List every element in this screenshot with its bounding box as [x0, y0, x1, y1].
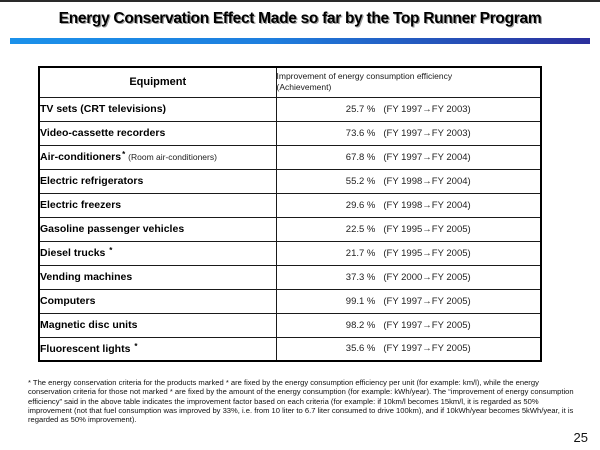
title-underline-bar — [10, 38, 590, 44]
footnote-asterisk — [132, 270, 133, 279]
equipment-label: Diesel trucks — [40, 247, 109, 259]
improvement-value: 35.6 % — [345, 343, 376, 355]
table-row — [39, 241, 541, 265]
equipment-label: Gasoline passenger vehicles — [40, 223, 185, 235]
table-row — [39, 145, 541, 169]
improvement-period: (FY 1995→FY 2005) — [383, 247, 471, 259]
improvement-period: (FY 1997→FY 2003) — [383, 103, 471, 115]
improvement-value: 99.1 % — [345, 295, 376, 307]
equipment-cell — [39, 241, 276, 265]
improvement-period: (FY 1997→FY 2005) — [383, 295, 471, 307]
improvement-cell — [276, 145, 541, 169]
footnote-asterisk: * — [134, 341, 138, 351]
improvement-cell — [276, 289, 541, 313]
improvement-value: 21.7 % — [345, 247, 376, 259]
equipment-cell — [39, 193, 276, 217]
improvement-cell — [276, 313, 541, 337]
equipment-note: (Room air-conditioners) — [128, 152, 217, 162]
improvement-cell — [276, 121, 541, 145]
equipment-label: Computers — [40, 295, 96, 307]
equipment-label: TV sets (CRT televisions) — [40, 103, 167, 115]
improvement-value: 73.6 % — [345, 127, 376, 139]
improvement-header-line1: Improvement of energy consumption efficiency — [276, 71, 453, 82]
table-row — [39, 265, 541, 289]
equipment-cell — [39, 121, 276, 145]
improvement-cell — [276, 97, 541, 121]
improvement-value: 67.8 % — [345, 151, 376, 163]
page-title: Energy Conservation Effect Made so far by the Top Runner Program — [58, 10, 542, 27]
improvement-period: (FY 1995→FY 2005) — [383, 223, 471, 235]
improvement-cell — [276, 241, 541, 265]
improvement-value: 98.2 % — [345, 319, 376, 331]
equipment-cell — [39, 313, 276, 337]
equipment-cell — [39, 289, 276, 313]
footnote-asterisk — [121, 198, 122, 207]
equipment-cell — [39, 337, 276, 361]
equipment-table — [38, 66, 542, 362]
improvement-cell — [276, 193, 541, 217]
equipment-label: Electric refrigerators — [40, 175, 144, 187]
footnote-asterisk — [95, 294, 96, 303]
improvement-cell — [276, 265, 541, 289]
improvement-column-header — [276, 67, 541, 97]
improvement-period: (FY 1998→FY 2004) — [383, 199, 471, 211]
equipment-cell — [39, 145, 276, 169]
improvement-value: 37.3 % — [345, 271, 376, 283]
footnote-asterisk: * — [122, 150, 126, 159]
equipment-label: Air-conditioners — [40, 151, 122, 163]
improvement-header-line2: (Achievement) — [276, 82, 332, 93]
equipment-cell — [39, 169, 276, 193]
table-header-row — [39, 67, 541, 97]
page-number: 25 — [573, 430, 588, 445]
improvement-value: 29.6 % — [345, 199, 376, 211]
improvement-value: 22.5 % — [345, 223, 376, 235]
equipment-cell — [39, 265, 276, 289]
table-row — [39, 193, 541, 217]
improvement-cell — [276, 169, 541, 193]
improvement-period: (FY 1997→FY 2005) — [383, 319, 471, 331]
improvement-cell — [276, 217, 541, 241]
table-row — [39, 97, 541, 121]
footnote-asterisk — [166, 102, 167, 111]
equipment-label: Electric freezers — [40, 199, 122, 211]
footnote-asterisk — [165, 126, 166, 135]
equipment-cell — [39, 217, 276, 241]
improvement-period: (FY 1997→FY 2004) — [383, 151, 471, 163]
improvement-period: (FY 2000→FY 2005) — [383, 271, 471, 283]
equipment-label: Magnetic disc units — [40, 319, 138, 331]
table-row — [39, 313, 541, 337]
equipment-label: Vending machines — [40, 271, 133, 283]
footnote: * The energy conservation criteria for the products marked * are fixed by the energy consumption efficiency per unit (for example: km/l), while the energy conservation criteria for those not marked * are fixed by the amount of the energy consumption (for example: kWh/year). The “improvement of energy consumption efficiency” said in the above table indicates the improvement factor based on each criteria (for example: if 10km/l becomes 15km/l, it is regarded as 50% improvement (not that fuel consumption was improved by 33%, i.e. from 10 liter to 6.7 liter consumed to drive 100km), and if 10kWh/year becomes 5kWh/year, it is regarded as 50% improvement). — [28, 378, 574, 424]
equipment-label: Fluorescent lights — [40, 342, 134, 355]
improvement-cell — [276, 337, 541, 361]
equipment-label: Video-cassette recorders — [40, 127, 166, 139]
table-row — [39, 169, 541, 193]
equipment-cell — [39, 97, 276, 121]
footnote-asterisk — [137, 318, 138, 327]
improvement-value: 25.7 % — [345, 103, 376, 115]
improvement-period: (FY 1998→FY 2004) — [383, 175, 471, 187]
equipment-column-header: Equipment — [39, 67, 276, 97]
table-row — [39, 289, 541, 313]
footnote-asterisk — [184, 222, 185, 231]
footnote-asterisk — [143, 174, 144, 183]
table-row — [39, 337, 541, 361]
improvement-period: (FY 1997→FY 2003) — [383, 127, 471, 139]
improvement-period: (FY 1997→FY 2005) — [383, 343, 471, 355]
table-row — [39, 121, 541, 145]
improvement-value: 55.2 % — [345, 175, 376, 187]
footnote-asterisk: * — [109, 246, 113, 255]
table-row — [39, 217, 541, 241]
